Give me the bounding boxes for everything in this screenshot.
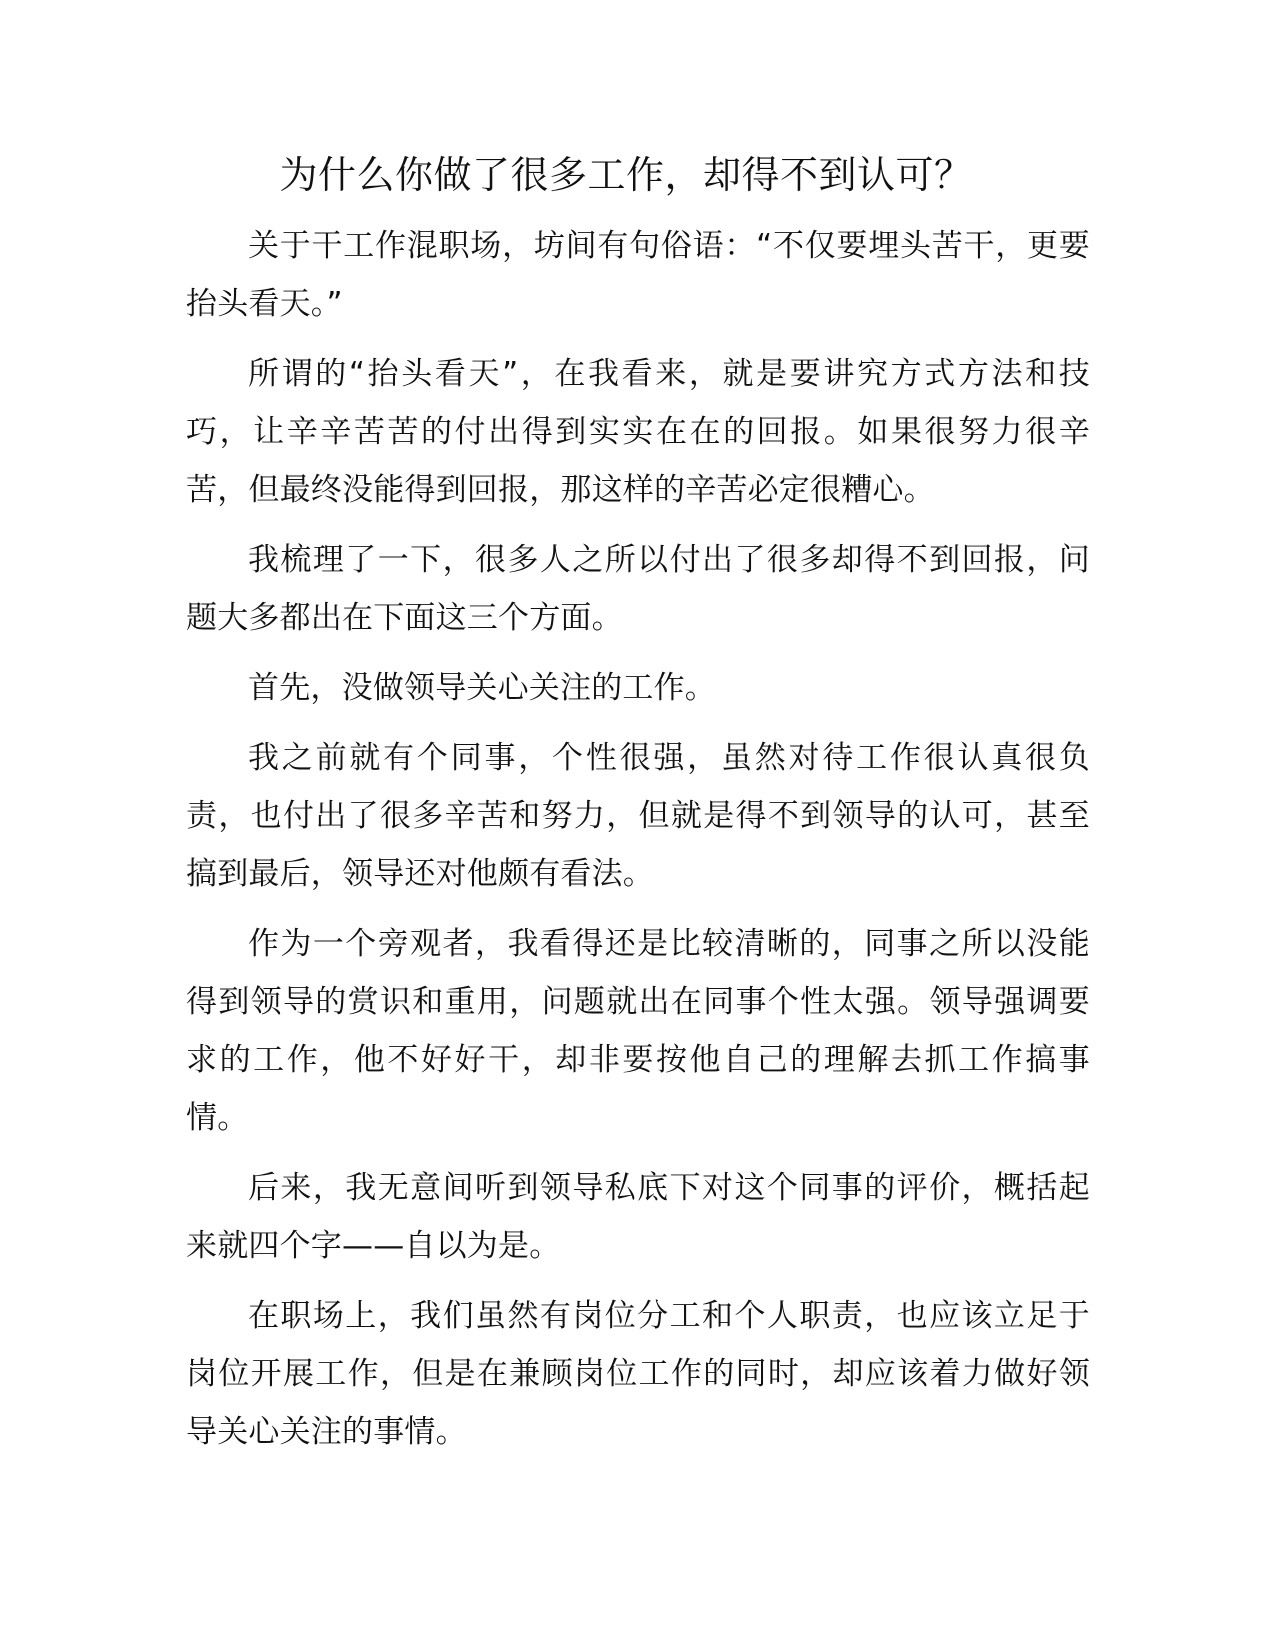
paragraph-6: 作为一个旁观者，我看得还是比较清晰的，同事之所以没能得到领导的赏识和重用，问题就出在同事个性太强。领导强调要求的工作，他不好好干，却非要按他自己的理解去抓工作搞事情。 xyxy=(186,926,1090,1137)
page-title: 为什么你做了很多工作，却得不到认可？ xyxy=(279,153,973,197)
paragraph-1: 关于干工作混职场，坊间有句俗语：“不仅要埋头苦干，更要抬头看天。” xyxy=(186,228,1090,323)
paragraph-4: 首先，没做领导关心关注的工作。 xyxy=(248,670,716,707)
paragraph-2: 所谓的“抬头看天”，在我看来，就是要讲究方式方法和技巧，让辛辛苦苦的付出得到实实在在的回报。如果很努力很辛苦，但最终没能得到回报，那这样的辛苦必定很糟心。 xyxy=(186,356,1090,509)
paragraph-3: 我梳理了一下，很多人之所以付出了很多却得不到回报，问题大多都出在下面这三个方面。 xyxy=(186,542,1090,637)
paragraph-7: 后来，我无意间听到领导私底下对这个同事的评价，概括起来就四个字——自以为是。 xyxy=(186,1170,1090,1265)
document-body xyxy=(186,148,1090,1473)
paragraph-8: 在职场上，我们虽然有岗位分工和个人职责，也应该立足于岗位开展工作，但是在兼顾岗位工作的同时，却应该着力做好领导关心关注的事情。 xyxy=(186,1298,1090,1451)
paragraph-5: 我之前就有个同事，个性很强，虽然对待工作很认真很负责，也付出了很多辛苦和努力，但就是得不到领导的认可，甚至搞到最后，领导还对他颇有看法。 xyxy=(186,740,1090,893)
